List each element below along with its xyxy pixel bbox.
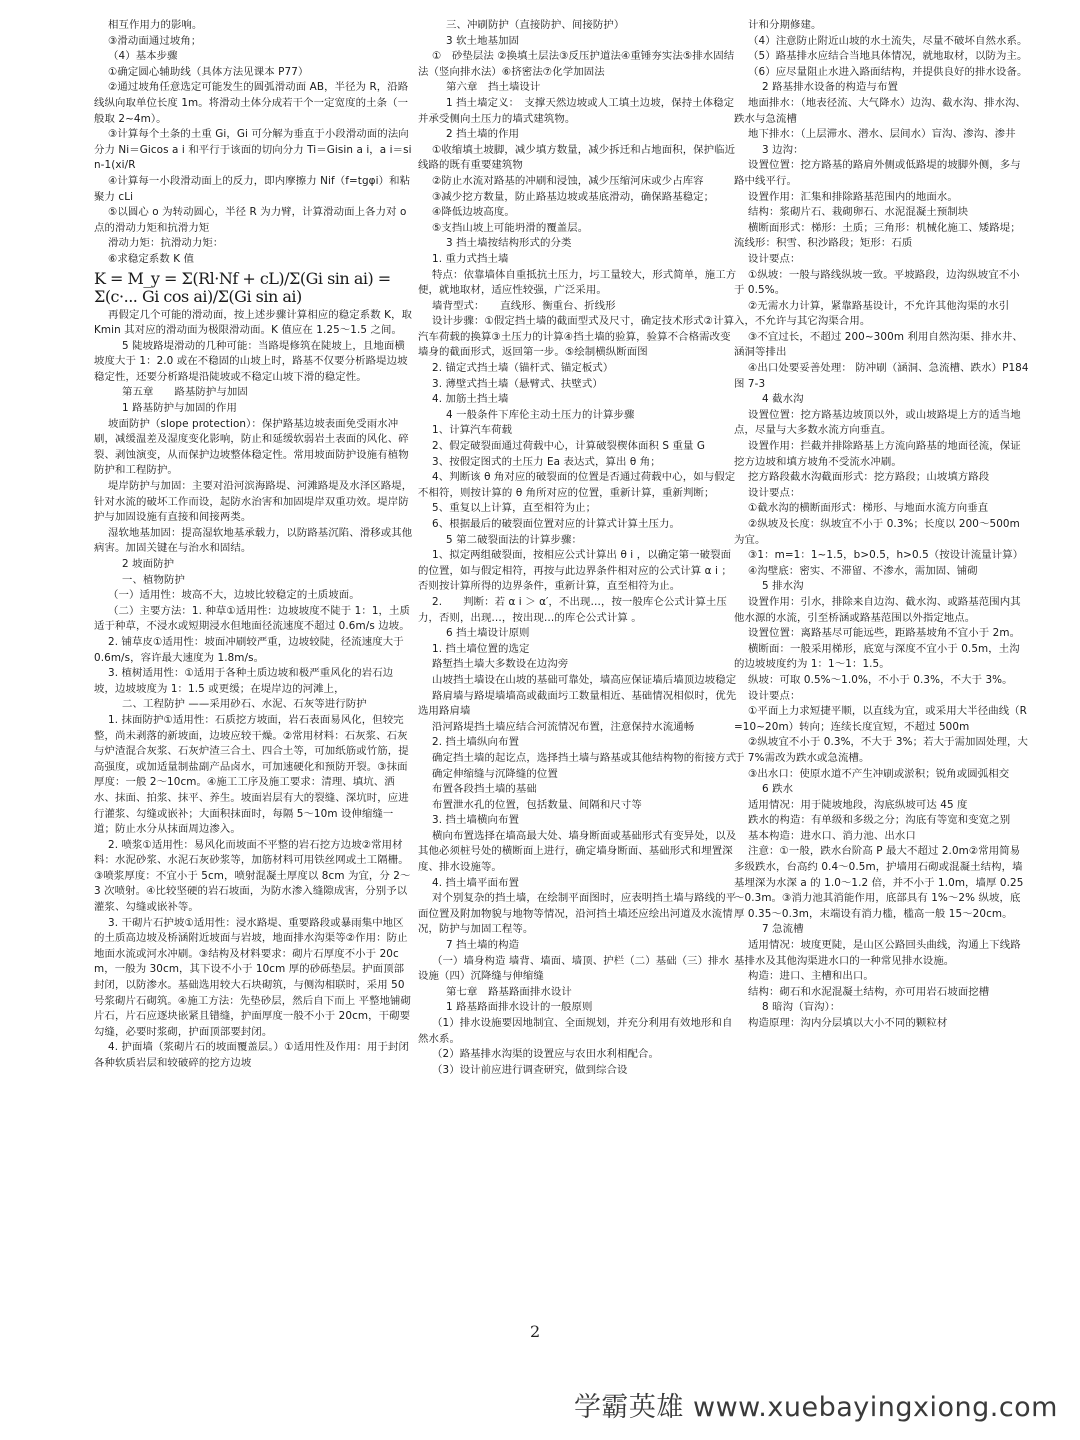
paragraph: 墙背型式： 直线形、衡重台、折线形 — [432, 299, 616, 312]
paragraph: 构造：进口、主槽和出口。 — [748, 970, 874, 983]
paragraph: 5 排水沟 — [762, 580, 804, 593]
paragraph: 构造原理：沟内分层填以大小不同的颗粒材 — [748, 1017, 948, 1029]
paragraph: （一）适用性：坡高不大，边坡比较稳定的土质坡面。 — [108, 589, 360, 602]
paragraph: 地下排水：（上层滞水、潜水、层间水）盲沟、渗沟、渗井 — [748, 128, 1016, 141]
paragraph: 3. 干砌片石护坡①适用性：浸水路堤、重要路段或暴雨集中地区的土质高边坡及桥涵附近坡面与岩坡，地面排水沟渠等②作用：防止地面水流或河水冲刷。③结构及材料要求：砌片石厚度不小于 20cm，一般为 30cm，其下设不小于 10cm 厚的砂砾垫层。护面顶部封闭，以防渗水。基础选用较大石块砌筑，与侧沟相联时，采用 50 号浆砌片石砌筑。④施工方法：先垫砂层，然后自下而上 平整地铺砌片石，片石应逐块嵌紧且错缝，护面厚度一般不小于 20cm，干砌要勾缝，必要时浆砌，护面顶部要封闭。 — [94, 916, 412, 1038]
paragraph: （4）注意防止附近山坡的水土流失，尽量不破坏自然水系。 — [748, 34, 1028, 47]
paragraph: ②防止水流对路基的冲刷和浸蚀，减少压缩河床或少占库容 — [432, 174, 704, 187]
paragraph: 1. 抹面防护①适用性：石质挖方坡面，岩石表面易风化，但较完整，尚未剥落的新坡面，边坡应较干燥。②常用材料：石灰浆、石灰与炉渣混合灰浆、石灰炉渣三合土、四合土等，可加纸筋或竹筋，提高强度，或加适量制盐副产品卤水，可加速硬化和预防开裂。③抹面厚度：一般 2～10cm。④施工工序及施工要求：清理、填坑、洒水、抹面、拍浆、抹平、养生。坡面岩层有大的裂缝、深坑时，应进行灌浆、勾缝或嵌补；大面积抹面时，每隔 5～10m 设伸缩缝一道；防止水分从抹面周边渗入。 — [94, 713, 409, 836]
paragraph: 2. 挡土墙纵向布置 — [432, 736, 519, 749]
paragraph: 2 坡面防护 — [122, 558, 175, 570]
paragraph: 1. 重力式挡土墙 — [432, 252, 509, 265]
paragraph: ① 砂垫层法 ②换填土层法③反压护道法④重锤夯实法⑤排水固结法（竖向排水法）⑥挤密法⑦化学加固法 — [418, 50, 735, 78]
paragraph: 沿河路堤挡土墙应结合河流情况布置，注意保持水流通畅 — [432, 720, 695, 733]
paragraph: 4、判断该 θ 角对应的破裂面的位置是否通过荷载中心，如与假定不相符，则按计算的 θ 角所对应的位置，重新计算，重新判断； — [418, 471, 736, 499]
paragraph: 6、根据最后的破裂面位置对应的计算式计算土压力。 — [432, 518, 680, 530]
paragraph: 横断面：一般采用梯形，底宽与深度不宜小于 0.5m，土沟的边坡坡度约为 1：1～1：1.5。 — [734, 642, 1020, 671]
paragraph: ①平面上力求短捷平顺，以直线为宜，或采用大半径曲线（R=10~20m）转向；连续长度宜短，不超过 500m — [734, 705, 1027, 733]
paragraph: 2. 喷浆①适用性：易风化而坡面不平整的岩石挖方边坡②常用材料：水泥砂浆、水泥石灰砂浆等，加筋材料可用铁丝网或土工隔栅。③喷浆厚度：不宜小于 5cm，喷射混凝土厚度以 8cm 为宜，分 2～3 次喷射。④比较坚硬的岩石坡面，为防水渗入缝隙成害，分别予以灌浆、勾缝或嵌补等。 — [94, 838, 411, 914]
paragraph: ④出口处要妥善处理： 防冲刷（涵洞、急流槽、跌水）P184 图 7-3 — [734, 362, 1029, 390]
paragraph: 7 挡土墙的构造 — [446, 939, 520, 952]
paragraph: 1 路基路面排水设计的一般原则 — [446, 1001, 593, 1014]
paragraph: ⑤以圆心 o 为转动圆心，半径 R 为力臂，计算滑动面上各力对 o 点的滑动力矩和抗滑力矩 — [94, 206, 407, 234]
paragraph: 4 截水沟 — [762, 393, 804, 406]
text-column-left — [94, 18, 414, 1328]
paragraph: 相互作用力的影响。 — [108, 19, 203, 31]
paragraph: 4. 加筋土挡土墙 — [432, 393, 509, 406]
paragraph: ⑥求稳定系数 K 值 — [108, 252, 195, 265]
paragraph: 设置位置：离路基尽可能远些，距路基坡角不宜小于 2m。 — [748, 627, 1021, 640]
paragraph: 2. 锚定式挡土墙（锚杆式、锚定板式） — [432, 362, 614, 375]
paragraph: 设置位置：挖方路基边坡顶以外，或山坡路堤上方的适当地点，尽量与大多数水流方向垂直。 — [734, 408, 1021, 437]
paragraph: 4. 护面墙（浆砌片石的坡面覆盖层。）①适用性及作用：用于封闭各种软质岩层和较破碎的挖方边坡 — [94, 1041, 409, 1069]
paragraph: 横断面形式：梯形：土质；三角形：机械化施工、矮路堤；流线形：积雪、积沙路段；矩形：石质 — [734, 221, 1021, 250]
paragraph: 设置位置：挖方路基的路肩外侧或低路堤的坡脚外侧，多与路中线平行。 — [734, 159, 1021, 187]
paragraph: ④沟壁底：密实、不滞留、不渗水，需加固、铺砌 — [748, 564, 978, 577]
paragraph: ④计算每一小段滑动面上的反力，即内摩擦力 Nif（f=tgφi）和粘聚力 cLi — [94, 174, 411, 203]
paragraph: 注意：①一般，跌水台阶高 P 最大不超过 2.0m②常用简易多级跌水，台高约 0.4～0.5m，护墙用石砌或混凝土结构，墙基埋深为水深 a 的 1.0～1.2 倍，并不小于 1.0m，墙厚 0.25～0.3m。③消力池其消能作用，底部具有 1%～2% 纵坡，底厚 0.35～0.3m，末端设有消力槛，槛高一般 15～20cm。 — [734, 845, 1024, 920]
paragraph: ③计算每个土条的土重 Gi，Gi 可分解为垂直于小段滑动面的法向分力 Ni＝Gicos a i 和平行于该面的切向分力 Ti＝Gisin a i，a i＝sin-1(xi/R — [94, 128, 412, 172]
paragraph: 设计要点： — [748, 689, 801, 702]
paragraph: 湿软地基加固：提高湿软地基承载力，以防路基沉陷、滑移或其他病害。加固关键在与治水和固结。 — [94, 526, 413, 555]
paragraph: 结构：砌石和水泥混凝土结构，亦可用岩石坡面挖槽 — [748, 985, 990, 998]
paragraph: 适用情况：用于陡坡地段，沟底纵坡可达 45 度 — [748, 798, 968, 811]
paragraph: 路堑挡土墙大多数设在边沟旁 — [432, 658, 569, 671]
paragraph: ③1：m=1：1~1.5，b>0.5，h>0.5（按设计流量计算） — [748, 549, 1024, 562]
paragraph: （5）路基排水应结合当地具体情况，就地取材，以防为主。 — [748, 50, 1028, 63]
paragraph: 2. 判断：若 α i ＞ α′，不出现…，按一般库仑公式计算土压力，否则，出现…，按出现…的库仑公式计算 。 — [418, 595, 727, 624]
paragraph: 布置泄水孔的位置，包括数量、间隔和尺寸等 — [432, 798, 642, 811]
text-column-right — [734, 18, 1030, 1328]
paragraph: 2、假定破裂面通过荷载中心，计算破裂楔体面积 S 重量 G — [432, 440, 706, 453]
paragraph: ①收缩填土坡脚，减少填方数量，减少拆迁和占地面积，保护临近线路的既有重要建筑物 — [418, 143, 736, 172]
paragraph: 二、工程防护 ——采用砂石、水泥、石灰等进行防护 — [122, 698, 367, 711]
paragraph: ①截水沟的横断面形式：梯形、与地面水流方向垂直 — [748, 502, 989, 515]
paragraph: 确定伸缩缝与沉降缝的位置 — [432, 767, 558, 780]
paragraph: 5 第二破裂面法的计算步骤： — [446, 533, 582, 546]
paragraph: ④降低边坡高度。 — [432, 206, 515, 219]
paragraph: 滑动力矩：抗滑动力矩： — [108, 237, 224, 250]
stability-formula: K = M_y = Σ(Rl·Nf + cL)/Σ(Gi sin ai) = Σ(c·... Gi cos ai)/Σ(Gi sin ai) — [94, 269, 391, 306]
paragraph: 一、植物防护 — [122, 573, 185, 586]
paragraph: 山坡挡土墙设在山坡的基础可靠处，墙高应保证墙后墙顶边坡稳定 — [432, 673, 737, 686]
paragraph: ③减少挖方数量，防止路基边坡或基底滑动，确保路基稳定； — [432, 190, 715, 203]
paragraph: 对个别复杂的挡土墙，在绘制平面图时，应表明挡土墙与路线的平面位置及附加物貌与地物等情况，沿河挡土墙还应绘出河道及水流情况，防护与加固工程等。 — [418, 892, 737, 936]
paragraph: （二）主要方法：1. 种草①适用性：边坡坡度不陡于 1：1，土质适于种草，不浸水或短期浸水但地面径流速度不超过 0.6m/s 边坡。 — [94, 604, 411, 633]
paragraph: （1）排水设施要因地制宜、全面规划，并充分利用有效地形和自然水系。 — [418, 1017, 733, 1045]
paragraph: 设计要点： — [748, 252, 801, 265]
paragraph: 5、重复以上计算，直至相符为止； — [432, 502, 597, 515]
paragraph: 地面排水：（地表径流、大气降水）边沟、截水沟、排水沟、跌水与急流槽 — [734, 96, 1027, 125]
paragraph: 3. 挡土墙横向布置 — [432, 814, 519, 827]
paragraph: 第七章 路基路面排水设计 — [446, 985, 572, 998]
paragraph: 设置作用：汇集和排除路基范围内的地面水。 — [748, 190, 958, 203]
page-number: 2 — [530, 1322, 541, 1341]
paragraph: 设计要点： — [748, 486, 801, 499]
paragraph: 2 路基排水设备的构造与布置 — [762, 81, 898, 94]
paragraph: （一）墙身构造 墙背、墙面、墙顶、护栏（二）基础（三）排水设施（四）沉降缝与伸缩缝 — [418, 954, 730, 983]
paragraph: ①纵坡：一般与路线纵坡一致。平坡路段，边沟纵坡宜不小于 0.5%。 — [734, 268, 1020, 297]
paragraph: 设置作用：引水，排除来自边沟、截水沟、或路基范围内其他水源的水流，引至桥涵或路基范围以外指定地点。 — [734, 595, 1021, 624]
paragraph: 基本构造：进水口、消力池、出水口 — [748, 829, 916, 842]
paragraph: 1. 挡土墙位置的选定 — [432, 642, 530, 655]
paragraph: 设计步骤：①假定挡土墙的截面型式及尺寸，确定技术形式②计算汽车荷载的换算③土压力的计算④挡土墙的验算，验算不合格需改变墙身的截面形式，返回第一步。⑤绘制横纵断面图 — [418, 315, 735, 359]
paragraph: （2）路基排水沟渠的设置应与农田水利相配合。 — [432, 1048, 660, 1061]
paragraph: 适用情况：坡度更陡，是山区公路回头曲线，沟通上下线路基排水及其他沟渠进水口的一种常见排水设施。 — [734, 939, 1021, 967]
paragraph: 6 跌水 — [762, 783, 794, 796]
paragraph: ③不宜过长，不超过 200~300m 利用自然沟渠、排水井、涵洞等排出 — [734, 330, 1023, 359]
paragraph: 3. 薄壁式挡土墙（悬臂式、扶壁式） — [432, 377, 603, 390]
paragraph: 7 急流槽 — [762, 923, 804, 936]
paragraph: 5 陡坡路堤滑动的几种可能：当路堤修筑在陡坡上，且地面横坡度大于 1：2.0 或在不稳固的山坡上时，路基不仅要分析路堤边坡稳定性，还要分析路堤沿陡坡或不稳定山坡下滑的稳定性。 — [94, 339, 408, 383]
paragraph: 特点：依靠墙体自重抵抗土压力，圬工量较大，形式简单，施工方便，就地取材，适应性较强，广泛采用。 — [418, 268, 737, 297]
paragraph: 1、计算汽车荷载 — [432, 424, 513, 437]
paragraph: 跌水的构造：有单级和多级之分；沟底有等宽和变宽之别 — [748, 814, 1011, 827]
paragraph: ③滑动面通过坡角； — [108, 34, 202, 47]
paragraph: 1 路基防护与加固的作用 — [122, 402, 238, 415]
site-watermark: 学霸英雄 www.xuebayingxiong.com — [573, 1392, 1058, 1423]
paragraph: ③出水口：使原水道不产生冲刷或淤积；锐角或圆弧相交 — [748, 767, 1010, 780]
paragraph: 3 边沟： — [762, 143, 804, 156]
paragraph: ②纵坡宜不小于 0.3%，不大于 3%；若大于需加固处理，大于 7%需改为跌水或急流槽。 — [734, 736, 1029, 764]
paragraph: 三、冲刷防护（直接防护、间接防护） — [446, 19, 625, 31]
paragraph: 确定挡土墙的起讫点，选择挡土墙与路基或其他结构物的衔接方式 — [432, 751, 737, 764]
paragraph: 计和分期修建。 — [748, 19, 822, 31]
paragraph: （3）设计前应进行调查研究，做到综合设 — [432, 1063, 628, 1076]
paragraph: 2 挡土墙的作用 — [446, 128, 520, 141]
paragraph: 3、按假定图式的土压力 Ea 表达式，算出 θ 角； — [432, 455, 661, 468]
paragraph: ⑤支挡山坡上可能坍滑的覆盖层。 — [432, 221, 589, 234]
paragraph: 再假定几个可能的滑动面，按上述步骤计算相应的稳定系数 K，取 Kmin 其对应的滑动面为极限滑动面。K 值应在 1.25～1.5 之间。 — [94, 308, 413, 337]
paragraph: 8 暗沟（盲沟）： — [762, 1001, 841, 1014]
paragraph: ①确定圆心辅助线（具体方法见课本 P77） — [108, 65, 309, 78]
paragraph: ②无需水力计算，紧靠路基设计，不允许其他沟渠的水引入，不允许与其它沟渠合用。 — [734, 299, 1010, 328]
paragraph: 横向布置选择在墙高最大处、墙身断面或基础形式有变异处，以及其他必须桩号处的横断面上进行，确定墙身断面、基础形式和埋置深度、排水设施等。 — [418, 829, 737, 874]
paragraph: 设置作用：拦截并排除路基上方流向路基的地面径流，保证挖方边坡和填方坡角不受流水冲刷。 — [734, 440, 1021, 468]
paragraph: 6 挡土墙设计原则 — [446, 627, 530, 640]
paragraph: ②通过坡角任意选定可能发生的圆弧滑动面 AB，半径为 R，沿路线纵向取单位长度 1m。将滑动土体分成若干个一定宽度的土条（一般取 2~4m）。 — [94, 81, 409, 125]
paragraph: 第六章 挡土墙设计 — [446, 81, 541, 94]
paragraph: 路肩墙与路堤墙墙高或截面圬工数量相近、基础情况相似时，优先选用路肩墙 — [418, 689, 737, 718]
paragraph: 第五章 路基防护与加固 — [122, 386, 248, 399]
paragraph: 3 挡土墙按结构形式的分类 — [446, 237, 572, 250]
paragraph: 挖方路段截水沟截面形式：挖方路段；山坡填方路段 — [748, 471, 990, 484]
paragraph: （6）应尽量阻止水进入路面结构，并提供良好的排水设备。 — [748, 65, 1028, 78]
paragraph: 2. 铺草皮①适用性：坡面冲刷较严重，边坡较陡，径流速度大于 0.6m/s，容许最大速度为 1.8m/s。 — [94, 635, 404, 664]
paragraph: 1、拟定两组破裂面，按相应公式计算出 θ i ，以确定第一破裂面的位置，如与假定相符，再按与此边界条件相对应的公式计算 α i ；否则按计算所得的边界条件，重新计算，直至相符为止。 — [418, 549, 732, 593]
paragraph: 3 软土地基加固 — [446, 34, 520, 47]
text-column-middle — [418, 18, 738, 1328]
paragraph: 堤岸防护与加固：主要对沿河滨海路堤、河滩路堤及水泽区路堤，针对水流的破坏工作而设，起防水治害和加固堤岸双重功效。堤岸防护与加固设施有直接和间接两类。 — [94, 480, 413, 524]
paragraph: 布置各段挡土墙的基础 — [432, 783, 537, 796]
paragraph: 4. 挡土墙平面布置 — [432, 876, 519, 889]
paragraph: 结构：浆砌片石、栽砌卵石、水泥混凝土预制块 — [748, 206, 969, 219]
paragraph: 纵坡：可取 0.5%～1.0%，不小于 0.3%，不大于 3%。 — [748, 673, 1013, 686]
paragraph: 3. 植树适用性：①适用于各种土质边坡和极严重风化的岩石边坡，边坡坡度为 1：1.5 或更缓；在堤岸边的河滩上， — [94, 667, 394, 695]
paragraph: ②纵坡及长度：纵坡宜不小于 0.3%；长度以 200～500m 为宜。 — [734, 518, 1020, 546]
paragraph: 坡面防护（slope protection）：保护路基边坡表面免受雨水冲刷，减缓温差及湿度变化影响，防止和延缓软弱岩土表面的风化、碎裂、剥蚀演变，从而保护边坡整体稳定性。常用坡面防护设施有植物防护和工程防护。 — [94, 417, 409, 477]
paragraph: （4）基本步骤 — [108, 50, 178, 63]
paragraph: 4 一般条件下库伦主动土压力的计算步骤 — [446, 408, 635, 421]
paragraph: 1 挡土墙定义： 支撑天然边坡或人工填土边坡，保持土体稳定并承受侧向土压力的墙式建筑物。 — [418, 96, 735, 125]
